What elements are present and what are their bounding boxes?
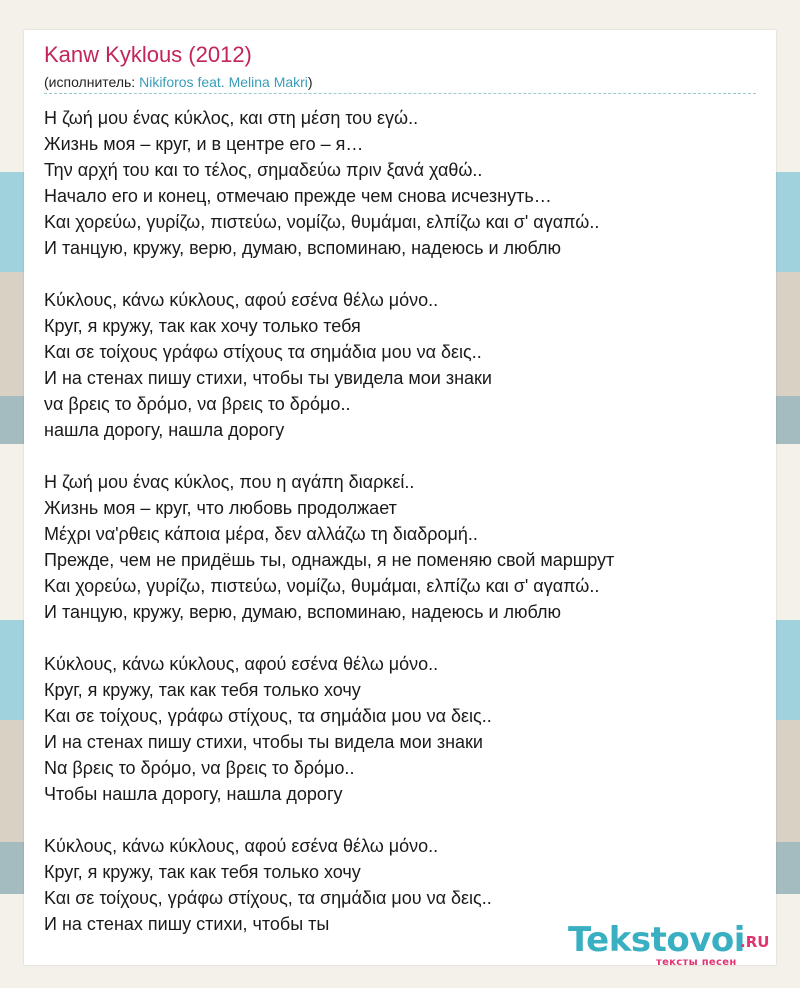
lyric-line: Και σε τοίχους, γράφω στίχους, τα σημάδια μου να δεις.. bbox=[44, 706, 492, 726]
lyric-line: Чтобы нашла дорогу, нашла дорогу bbox=[44, 784, 343, 804]
lyric-line: нашла дорогу, нашла дорогу bbox=[44, 420, 285, 440]
lyric-line: И на стенах пишу стихи, чтобы ты видела мои знаки bbox=[44, 732, 483, 752]
artist-line bbox=[44, 74, 313, 90]
lyric-line: Και χορεύω, γυρίζω, πιστεύω, νομίζω, θυμάμαι, ελπίζω και σ' αγαπώ.. bbox=[44, 576, 600, 596]
lyric-line: Μέχρι να'ρθεις κάποια μέρα, δεν αλλάζω τη διαδρομή.. bbox=[44, 524, 478, 544]
header-divider bbox=[44, 93, 756, 94]
logo-tld: .RU bbox=[740, 933, 770, 951]
lyric-line: Κύκλους, κάνω κύκλους, αφού εσένα θέλω μόνο.. bbox=[44, 290, 439, 310]
lyric-line: И на стенах пишу стихи, чтобы ты bbox=[44, 914, 330, 934]
artist-link[interactable]: Nikiforos feat. Melina Makri bbox=[139, 74, 308, 90]
lyric-line: Жизнь моя – круг, и в центре его – я… bbox=[44, 134, 364, 154]
lyric-line: Κύκλους, κάνω κύκλους, αφού εσένα θέλω μόνο.. bbox=[44, 654, 439, 674]
lyric-line: И на стенах пишу стихи, чтобы ты увидела мои знаки bbox=[44, 368, 492, 388]
song-title: Kanw Kyklous (2012) bbox=[44, 42, 252, 67]
lyric-line: Круг, я кружу, так как тебя только хочу bbox=[44, 680, 361, 700]
lyric-line: И танцую, кружу, верю, думаю, вспоминаю, надеюсь и люблю bbox=[44, 238, 562, 258]
lyric-line: Και σε τοίχους, γράφω στίχους, τα σημάδια μου να δεις.. bbox=[44, 888, 492, 908]
logo-tagline: тексты песен bbox=[656, 957, 737, 968]
artist-suffix: ) bbox=[307, 74, 313, 90]
lyric-line: Начало его и конец, отмечаю прежде чем снова исчезнуть… bbox=[44, 186, 552, 206]
tekstovoi-logo[interactable] bbox=[568, 920, 768, 968]
stanza-break bbox=[44, 261, 764, 287]
logo-name: Tekstovoi bbox=[568, 920, 745, 960]
lyric-line: Κύκλους, κάνω κύκλους, αφού εσένα θέλω μόνο.. bbox=[44, 836, 439, 856]
lyric-line: Жизнь моя – круг, что любовь продолжает bbox=[44, 498, 397, 518]
lyric-line: να βρεις το δρόμο, να βρεις το δρόμο.. bbox=[44, 394, 351, 414]
stanza-break bbox=[44, 625, 764, 651]
lyric-line: Прежде, чем не придёшь ты, однажды, я не поменяю свой маршрут bbox=[44, 550, 615, 570]
lyric-line: Την αρχή του και το τέλος, σημαδεύω πριν ξανά χαθώ.. bbox=[44, 160, 483, 180]
lyric-line: Να βρεις το δρόμο, να βρεις το δρόμο.. bbox=[44, 758, 355, 778]
lyric-line: Круг, я кружу, так как хочу только тебя bbox=[44, 316, 361, 336]
lyric-line: Η ζωή μου ένας κύκλος, και στη μέση του εγώ.. bbox=[44, 108, 419, 128]
stanza-break bbox=[44, 443, 764, 469]
lyric-line: Και χορεύω, γυρίζω, πιστεύω, νομίζω, θυμάμαι, ελπίζω και σ' αγαπώ.. bbox=[44, 212, 600, 232]
lyric-line: Круг, я кружу, так как тебя только хочу bbox=[44, 862, 361, 882]
stanza-break bbox=[44, 807, 764, 833]
lyric-line: И танцую, кружу, верю, думаю, вспоминаю, надеюсь и люблю bbox=[44, 602, 562, 622]
artist-prefix: (исполнитель: bbox=[44, 74, 140, 90]
lyrics-text bbox=[44, 105, 764, 937]
lyric-line: Η ζωή μου ένας κύκλος, που η αγάπη διαρκεί.. bbox=[44, 472, 415, 492]
lyric-line: Και σε τοίχους γράφω στίχους τα σημάδια μου να δεις.. bbox=[44, 342, 482, 362]
